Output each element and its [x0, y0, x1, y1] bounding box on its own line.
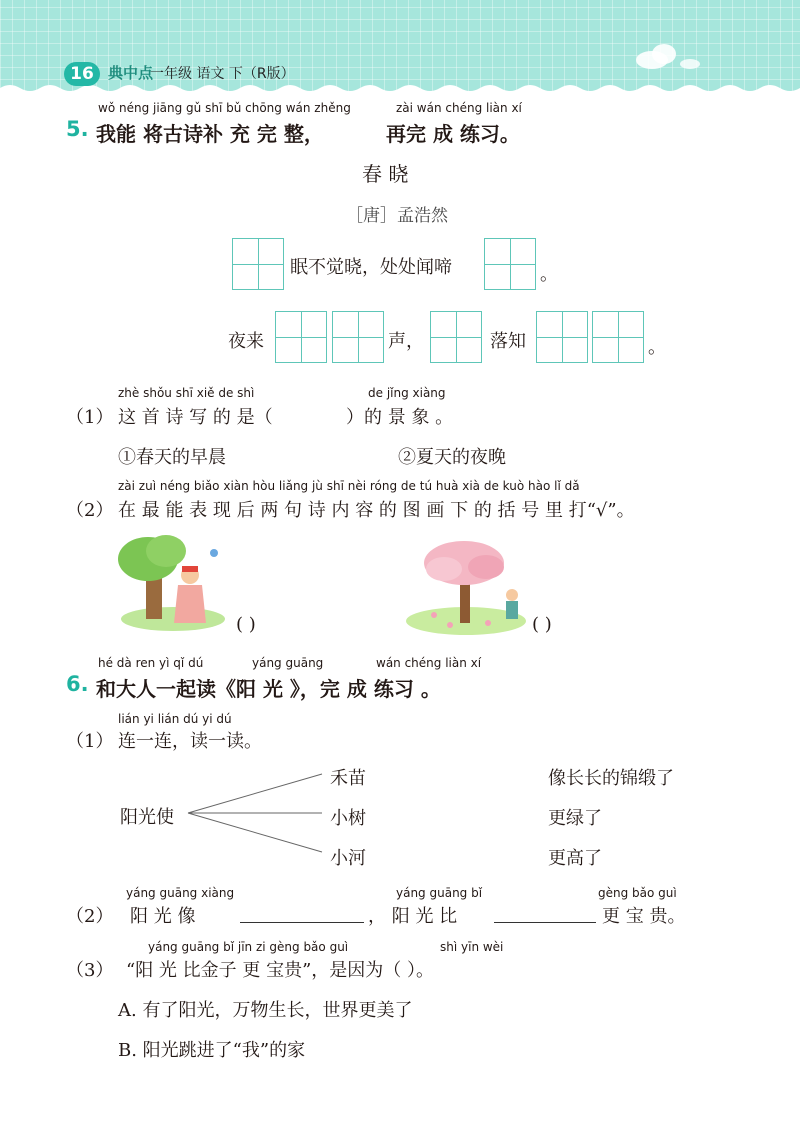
q6-sub3-pinyin-a: yáng guāng bǐ jīn zi gèng bǎo guì [148, 940, 349, 954]
q6-sub1-text: 连一连，读一读。 [118, 731, 262, 752]
q5-sub2-text: 在 最 能 表 现 后 两 句 诗 内 容 的 图 画 下 的 括 号 里 打“√”。 [118, 500, 635, 521]
q6-sub2-pinyin-b: yáng guāng bǐ [396, 886, 483, 900]
q5-sub2-pinyin: zài zuì néng biǎo xiàn hòu liǎng jù shī nèi róng de tú huà xià de kuò hào lǐ dǎ [118, 479, 580, 493]
poem-blank-box[interactable] [484, 238, 536, 290]
q6-sub2-pinyin-c: gèng bǎo guì [598, 886, 677, 900]
page-number-badge: 16 [64, 62, 100, 86]
match-right-item[interactable]: 像长长的锦缎了 [548, 768, 674, 789]
header-subject: 一年级 语文 下（R版） [150, 66, 295, 82]
match-right-item[interactable]: 更高了 [548, 848, 602, 869]
poem-blank-box[interactable] [232, 238, 284, 290]
q6-sub2-number: （2） [66, 906, 114, 927]
q5-pinyin-a: wǒ néng jiāng gǔ shī bǔ chōng wán zhěng [98, 101, 351, 115]
q6-sub3-number: （3） [66, 960, 114, 981]
q6-pinyin-c: wán chéng liàn xí [376, 656, 482, 670]
q6-sub1-pinyin: lián yi lián dú yi dú [118, 712, 232, 726]
answer-paren-left[interactable]: ( ) [236, 614, 256, 635]
scene-person-under-tree-image [118, 533, 228, 633]
q6-sub3-text: “阳 光 比金子 更 宝贵”，是因为（ ）。 [126, 960, 435, 981]
poem-author: ［唐］孟浩然 [346, 206, 448, 226]
q5-sub1-pinyin-b: de jǐng xiàng [368, 386, 446, 400]
poem-title: 春 晓 [362, 162, 409, 186]
scene-blossom-tree-image [404, 537, 528, 637]
q6-pinyin-a: hé dà ren yì qǐ dú [98, 656, 204, 670]
q6-option-a[interactable]: A. 有了阳光，万物生长，世界更美了 [118, 1000, 413, 1021]
q5-sub1-text-a: 这 首 诗 写 的 是（ [118, 407, 273, 428]
poem-line2-b: 声， [388, 331, 424, 352]
q5-pinyin-b: zài wán chéng liàn xí [396, 101, 522, 115]
q5-title-b: 再完 成 练习。 [386, 122, 520, 146]
q5-sub1-pinyin-a: zhè shǒu shī xiě de shì [118, 386, 255, 400]
q6-option-b[interactable]: B. 阳光跳进了“我”的家 [118, 1040, 306, 1061]
match-middle-item[interactable]: 小树 [330, 808, 366, 829]
q5-sub2-number: （2） [66, 500, 114, 521]
q6-number: 6. [66, 672, 89, 696]
q6-title: 和大人一起读《阳 光 》，完 成 练习 。 [96, 677, 441, 701]
match-middle-item[interactable]: 小河 [330, 848, 366, 869]
q6-pinyin-b: yáng guāng [252, 656, 324, 670]
q6-sub2-pinyin-a: yáng guāng xiàng [126, 886, 235, 900]
answer-paren-right[interactable]: ( ) [532, 614, 552, 635]
poem-blank-box[interactable] [430, 311, 482, 363]
poem-line1-text: 眠不觉晓，处处闻啼 [290, 257, 452, 278]
q6-sub2-text-a: 阳 光 像 [130, 906, 196, 927]
poem-line2-end: 。 [648, 337, 666, 358]
q5-sub1-text-b: ）的 景 象 。 [346, 407, 454, 428]
q5-sub1-number: （1） [66, 407, 114, 428]
q5-title-a: 我能 将古诗补 充 完 整， [96, 122, 324, 146]
poem-blank-box[interactable] [332, 311, 384, 363]
q5-number: 5. [66, 117, 89, 141]
poem-blank-box[interactable] [592, 311, 644, 363]
poem-line2-c: 落知 [490, 331, 526, 352]
answer-blank-line[interactable] [240, 921, 364, 923]
poem-blank-box[interactable] [275, 311, 327, 363]
q5-option-2[interactable]: ②夏天的夜晚 [398, 447, 506, 468]
match-middle-item[interactable]: 禾苗 [330, 768, 366, 789]
match-right-item[interactable]: 更绿了 [548, 808, 602, 829]
match-left-item: 阳光使 [120, 807, 174, 828]
answer-blank-line[interactable] [494, 921, 596, 923]
q6-sub2-text-c: 更 宝 贵。 [602, 906, 686, 927]
cloud-icon [630, 40, 710, 74]
header-wave-border [0, 82, 800, 98]
q5-option-1[interactable]: ①春天的早晨 [118, 447, 226, 468]
q6-sub2-text-b: ， 阳 光 比 [368, 906, 458, 927]
poem-blank-box[interactable] [536, 311, 588, 363]
brand-logo: 典中点 [108, 64, 154, 82]
poem-line1-end: 。 [540, 264, 558, 285]
connector-lines [186, 768, 326, 858]
q6-sub3-pinyin-b: shì yīn wèi [440, 940, 504, 954]
poem-line2-a: 夜来 [228, 331, 264, 352]
q6-sub1-number: （1） [66, 731, 114, 752]
